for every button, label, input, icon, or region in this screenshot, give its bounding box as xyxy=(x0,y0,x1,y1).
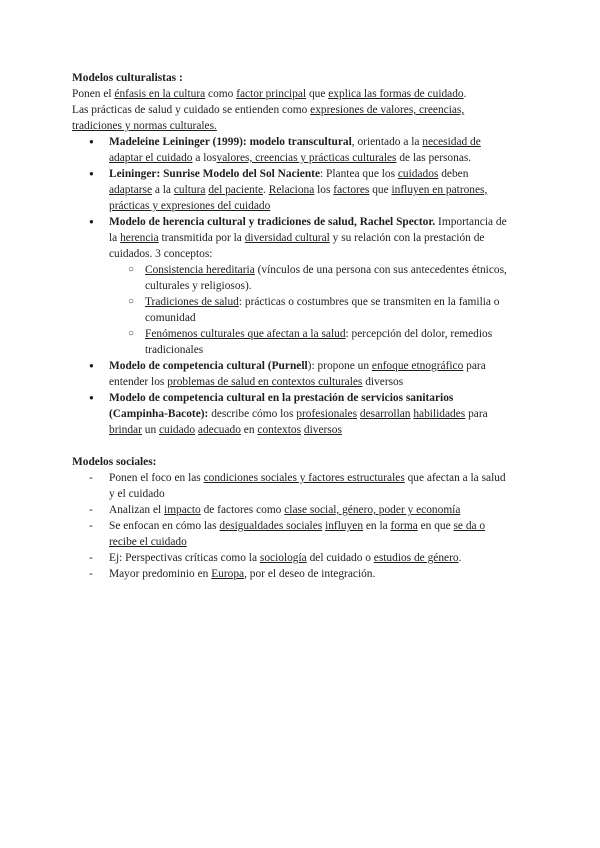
sub-list xyxy=(109,262,512,358)
underlined-text: desarrollan xyxy=(359,408,411,420)
text-run: a los xyxy=(192,152,217,164)
document-content xyxy=(72,70,512,582)
underlined-text: influyen xyxy=(325,520,364,532)
text-run: Se enfocan en cómo las xyxy=(109,520,220,532)
text-run: diversos xyxy=(362,376,404,388)
text-run: Analizan el xyxy=(109,504,165,516)
list-item xyxy=(109,518,512,550)
list-item xyxy=(109,134,512,166)
text-run: y su relación con la prestación de cuidados. 3 conceptos: xyxy=(109,232,485,260)
text-run: de las personas. xyxy=(396,152,472,164)
section-spacer xyxy=(72,438,512,454)
culturalistas-bullet-list xyxy=(72,134,512,438)
text-run: en la xyxy=(363,520,391,532)
text-run: Importancia de la xyxy=(109,216,507,244)
underlined-text: factores xyxy=(333,184,370,196)
text-run: describe cómo los xyxy=(208,408,297,420)
text-run: Ej: Perspectivas críticas como la xyxy=(109,552,260,564)
underlined-text: condiciones sociales y factores estructurales xyxy=(203,472,405,484)
underlined-text: diversos xyxy=(303,424,342,436)
text-run: Las prácticas de salud y cuidado se entienden como xyxy=(72,104,311,116)
bold-text: Modelo de herencia cultural y tradiciones de salud, Rachel Spector. xyxy=(109,216,436,228)
text-run: , por el deseo de integración. xyxy=(244,568,376,580)
text-run: . xyxy=(463,88,467,100)
text-run: un xyxy=(141,424,159,436)
underlined-text: diversidad cultural xyxy=(244,232,330,244)
culturalistas-intro-2 xyxy=(72,102,512,134)
text-run: (vínculos de una persona con sus antecedentes étnicos, culturales y religiosos). xyxy=(145,264,507,292)
underlined-text: profesionales xyxy=(296,408,358,420)
underlined-text: forma xyxy=(390,520,418,532)
bold-text: Modelo de competencia cultural en la prestación de servicios sanitarios (Campinha-Bacote): xyxy=(109,392,454,420)
underlined-text: Tradiciones de salud xyxy=(145,296,239,308)
underlined-text: habilidades xyxy=(413,408,466,420)
underlined-text: adaptarse xyxy=(109,184,153,196)
list-item xyxy=(109,166,512,214)
underlined-text: Relaciona xyxy=(268,184,315,196)
underlined-text: énfasis en la cultura xyxy=(114,88,206,100)
text-run: Ponen el foco en las xyxy=(109,472,204,484)
underlined-text: contextos xyxy=(257,424,302,436)
text-run: : Plantea que los xyxy=(320,168,398,180)
text-run: : percepción del dolor, remedios tradicionales xyxy=(145,328,493,356)
text-run: que afectan a la salud y el cuidado xyxy=(109,472,506,500)
text-run: que xyxy=(369,184,392,196)
sub-list-item xyxy=(145,294,512,326)
text-run: del cuidado o xyxy=(306,552,374,564)
sociales-heading: Modelos sociales: xyxy=(72,456,157,468)
text-run: transmitida por la xyxy=(158,232,245,244)
text-run: deben xyxy=(438,168,469,180)
text-run: Mayor predominio en xyxy=(109,568,212,580)
list-item xyxy=(109,566,512,582)
underlined-text: clase social, género, poder y economía xyxy=(284,504,461,516)
underlined-text: explica las formas de cuidado xyxy=(328,88,464,100)
list-item xyxy=(109,550,512,566)
list-item xyxy=(109,214,512,358)
bold-text: Madeleine Leininger (1999): modelo transcultural xyxy=(109,136,352,148)
underlined-text: expresiones de valores, creencias, tradiciones y normas culturales. xyxy=(72,104,465,132)
text-run: ): propone un xyxy=(307,360,372,372)
list-item xyxy=(109,502,512,518)
underlined-text: Consistencia hereditaria xyxy=(145,264,255,276)
sociales-dash-list xyxy=(72,470,512,582)
list-item xyxy=(109,358,512,390)
text-run: , orientado a la xyxy=(351,136,423,148)
text-run: para xyxy=(465,408,488,420)
underlined-text: sociología xyxy=(259,552,307,564)
culturalistas-intro xyxy=(72,86,512,102)
underlined-text: se da o recibe el cuidado xyxy=(109,520,486,548)
bold-text: Modelo de competencia cultural (Purnell xyxy=(109,360,308,372)
list-item xyxy=(109,390,512,438)
list-item xyxy=(109,470,512,502)
text-run: en que xyxy=(417,520,454,532)
underlined-text: adecuado xyxy=(197,424,241,436)
text-run: los xyxy=(314,184,334,196)
underlined-text: Europa xyxy=(211,568,245,580)
underlined-text: factor principal xyxy=(236,88,307,100)
bold-text: Leininger: Sunrise Modelo del Sol Naciente xyxy=(109,168,321,180)
underlined-text: problemas de salud en contextos culturales xyxy=(167,376,363,388)
underlined-text: del paciente xyxy=(208,184,264,196)
text-run: . xyxy=(458,552,462,564)
underlined-text: cuidado xyxy=(159,424,196,436)
text-run: que xyxy=(306,88,329,100)
underlined-text: necesidad de adaptar el cuidado xyxy=(109,136,481,164)
underlined-text: estudios de género xyxy=(373,552,459,564)
text-run: para entender los xyxy=(109,360,486,388)
underlined-text: Fenómenos culturales que afectan a la salud xyxy=(145,328,346,340)
underlined-text: valores, creencias y prácticas culturales xyxy=(216,152,397,164)
sub-list-item xyxy=(145,262,512,294)
underlined-text: impacto xyxy=(164,504,201,516)
text-run: a la xyxy=(152,184,174,196)
sub-list-item xyxy=(145,326,512,358)
underlined-text: cuidados xyxy=(397,168,439,180)
underlined-text: cultura xyxy=(173,184,206,196)
underlined-text: desigualdades sociales xyxy=(219,520,323,532)
text-run: de factores como xyxy=(200,504,285,516)
underlined-text: brindar xyxy=(109,424,142,436)
text-run: en xyxy=(240,424,258,436)
text-run: . xyxy=(263,184,269,196)
text-run: : prácticas o costumbres que se transmiten en la familia o comunidad xyxy=(145,296,500,324)
underlined-text: influyen en patrones, prácticas y expresiones del cuidado xyxy=(109,184,488,212)
underlined-text: herencia xyxy=(120,232,159,244)
text-run: Ponen el xyxy=(72,88,115,100)
underlined-text: enfoque etnográfico xyxy=(371,360,464,372)
text-run: como xyxy=(205,88,237,100)
culturalistas-heading: Modelos culturalistas : xyxy=(72,72,183,84)
